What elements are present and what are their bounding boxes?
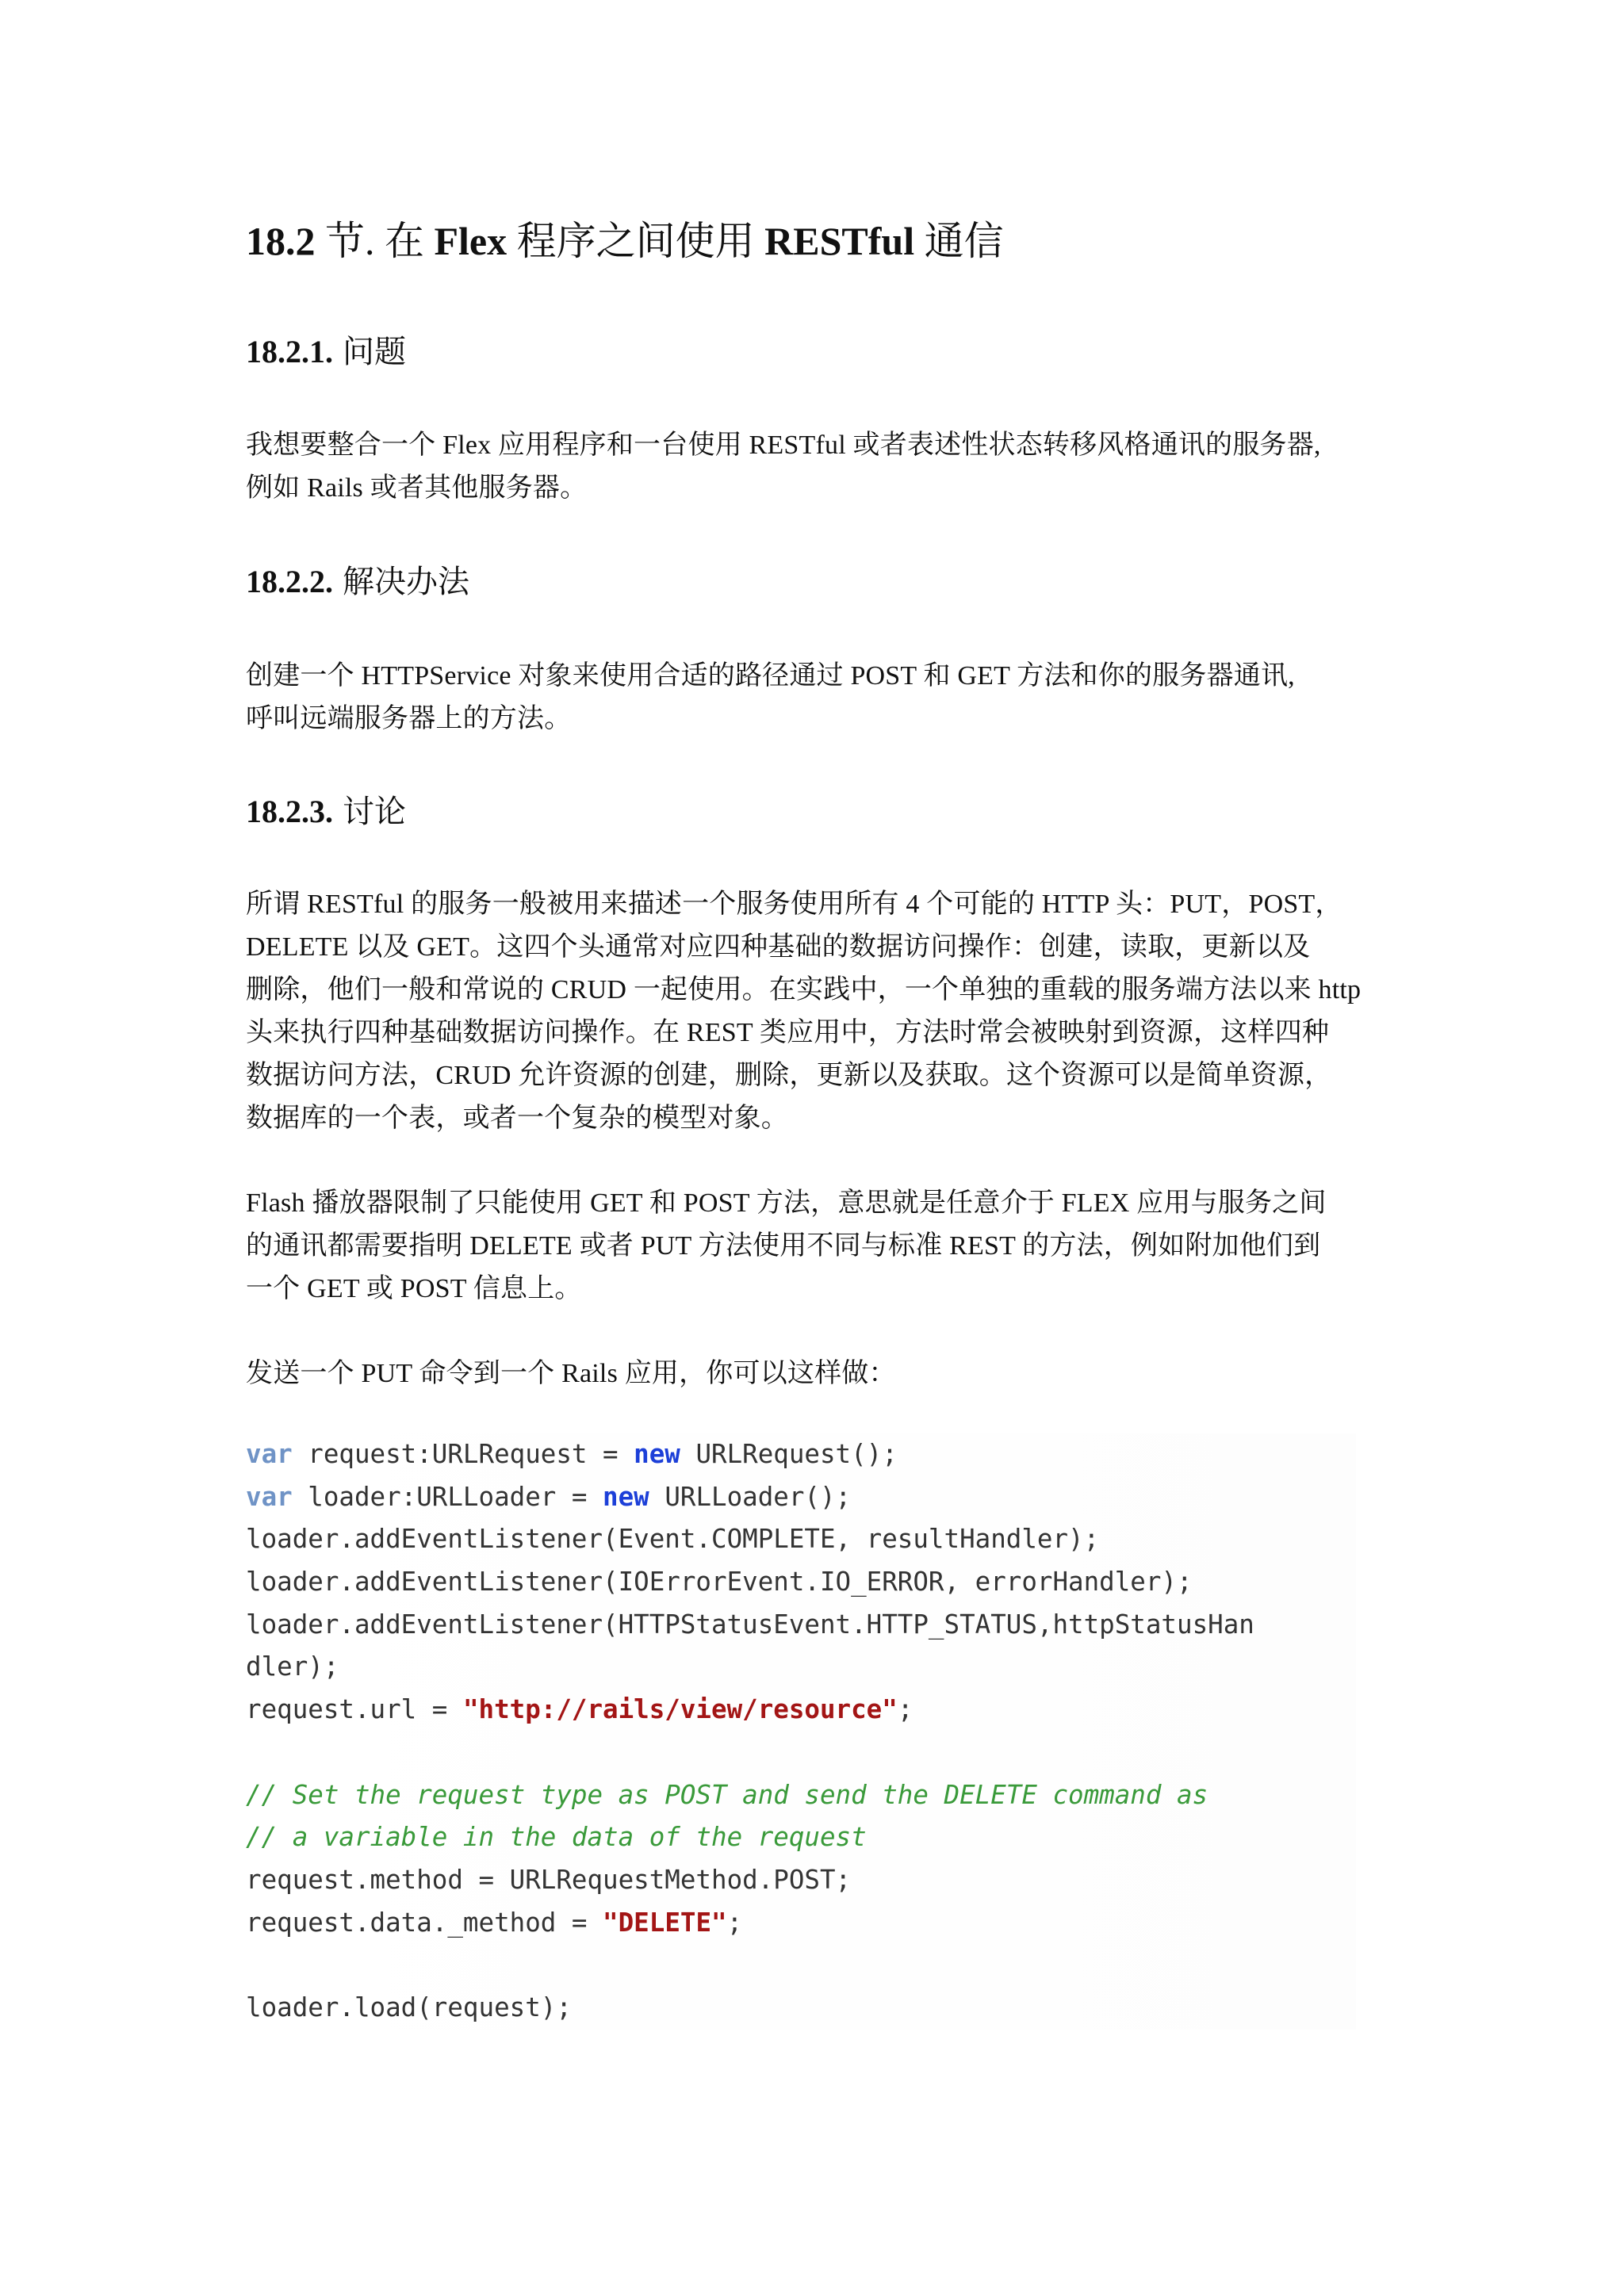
code-line bbox=[246, 1859, 1356, 1902]
code-line bbox=[246, 1774, 1356, 1817]
discussion-paragraph bbox=[246, 883, 1381, 1140]
page-title bbox=[246, 216, 1004, 266]
code-comment: // Set the request type as POST and send the DELETE command as bbox=[246, 1779, 1208, 1810]
code-line bbox=[246, 1604, 1356, 1647]
title-text-3: 通信 bbox=[914, 219, 1004, 263]
code-line bbox=[246, 1689, 1356, 1732]
code-text: dler); bbox=[246, 1651, 339, 1682]
code-text: request.url = bbox=[246, 1694, 463, 1725]
code-text: ; bbox=[726, 1907, 743, 1938]
code-text: loader:URLLoader = bbox=[292, 1481, 603, 1512]
paragraph-line: 的通讯都需要指明 DELETE 或者 PUT 方法使用不同与标准 REST 的方法，例如附加他们到 bbox=[246, 1231, 1321, 1261]
code-text: request:URLRequest = bbox=[292, 1439, 634, 1469]
code-comment: // a variable in the data of the request bbox=[246, 1822, 867, 1853]
paragraph-line: 我想要整合一个 Flex 应用程序和一台使用 RESTful 或者表述性状态转移风格通讯的服务器, bbox=[246, 430, 1321, 460]
code-string: "http://rails/view/resource" bbox=[462, 1694, 898, 1725]
code-line bbox=[246, 1561, 1356, 1604]
code-text: loader.addEventListener(IOErrorEvent.IO_ERROR, errorHandler); bbox=[246, 1567, 1193, 1598]
code-line bbox=[246, 1646, 1356, 1689]
code-text: ; bbox=[897, 1694, 914, 1725]
code-line bbox=[246, 1476, 1356, 1519]
code-keyword: var bbox=[246, 1439, 293, 1469]
paragraph-line: 例如 Rails 或者其他服务器。 bbox=[246, 473, 588, 503]
solution-paragraph bbox=[246, 655, 1381, 740]
title-text-1: 节. 在 bbox=[315, 219, 435, 263]
paragraph-line: 发送一个 PUT 命令到一个 Rails 应用，你可以这样做： bbox=[246, 1359, 896, 1388]
paragraph-line: 呼叫远端服务器上的方法。 bbox=[246, 704, 572, 733]
code-line bbox=[246, 1944, 1356, 1987]
code-line bbox=[246, 1987, 1356, 2030]
title-number: 18.2 bbox=[246, 219, 316, 263]
code-line bbox=[246, 1816, 1356, 1859]
code-text: URLRequest(); bbox=[680, 1439, 898, 1469]
title-text-2: 程序之间使用 bbox=[507, 219, 765, 263]
code-text: URLLoader(); bbox=[649, 1481, 852, 1512]
section-number: 18.2.1. bbox=[246, 334, 333, 369]
section-heading-solution bbox=[246, 561, 469, 603]
code-text: request.method = URLRequestMethod.POST; bbox=[246, 1864, 852, 1895]
paragraph-line: 一个 GET 或 POST 信息上。 bbox=[246, 1274, 582, 1303]
code-line bbox=[246, 1732, 1356, 1774]
code-block bbox=[246, 1433, 1356, 2030]
code-text: loader.load(request); bbox=[246, 1992, 572, 2022]
code-line bbox=[246, 1433, 1356, 1476]
section-title: 问题 bbox=[343, 334, 406, 369]
paragraph-line: 数据库的一个表，或者一个复杂的模型对象。 bbox=[246, 1104, 788, 1133]
paragraph-line: Flash 播放器限制了只能使用 GET 和 POST 方法，意思就是任意介于 FLEX 应用与服务之间 bbox=[246, 1188, 1327, 1218]
paragraph-line: 头来执行四种基础数据访问操作。在 REST 类应用中，方法时常会被映射到资源，这样四种 bbox=[246, 1018, 1330, 1047]
section-title: 讨论 bbox=[343, 794, 406, 829]
code-keyword: new bbox=[603, 1481, 649, 1512]
code-text: loader.addEventListener(Event.COMPLETE, resultHandler); bbox=[246, 1524, 1100, 1555]
section-number: 18.2.3. bbox=[246, 794, 333, 829]
paragraph-line: DELETE 以及 GET。这四个头通常对应四种基础的数据访问操作：创建，读取，更新以及 bbox=[246, 932, 1311, 962]
code-text: loader.addEventListener(HTTPStatusEvent.HTTP_STATUS,httpStatusHan bbox=[246, 1609, 1254, 1640]
section-number: 18.2.2. bbox=[246, 564, 333, 599]
code-line bbox=[246, 1518, 1356, 1561]
code-string: "DELETE" bbox=[603, 1907, 727, 1938]
code-text: request.data._method = bbox=[246, 1907, 603, 1938]
code-line bbox=[246, 1902, 1356, 1945]
paragraph-line: 所谓 RESTful 的服务一般被用来描述一个服务使用所有 4 个可能的 HTTP 头：PUT，POST， bbox=[246, 890, 1342, 919]
code-keyword: new bbox=[634, 1439, 680, 1469]
flash-paragraph bbox=[246, 1182, 1381, 1311]
problem-paragraph bbox=[246, 424, 1381, 510]
paragraph-line: 创建一个 HTTPService 对象来使用合适的路径通过 POST 和 GET 方法和你的服务器通讯, bbox=[246, 661, 1295, 691]
section-heading-problem bbox=[246, 331, 406, 373]
put-paragraph bbox=[246, 1353, 1381, 1395]
section-heading-discussion bbox=[246, 791, 406, 832]
section-title: 解决办法 bbox=[343, 564, 469, 599]
title-restful: RESTful bbox=[764, 219, 915, 263]
paragraph-line: 数据访问方法，CRUD 允许资源的创建，删除，更新以及获取。这个资源可以是简单资源， bbox=[246, 1061, 1332, 1090]
title-flex: Flex bbox=[434, 219, 508, 263]
paragraph-line: 删除，他们一般和常说的 CRUD 一起使用。在实践中，一个单独的重载的服务端方法以来 http bbox=[246, 975, 1362, 1004]
code-keyword: var bbox=[246, 1481, 293, 1512]
